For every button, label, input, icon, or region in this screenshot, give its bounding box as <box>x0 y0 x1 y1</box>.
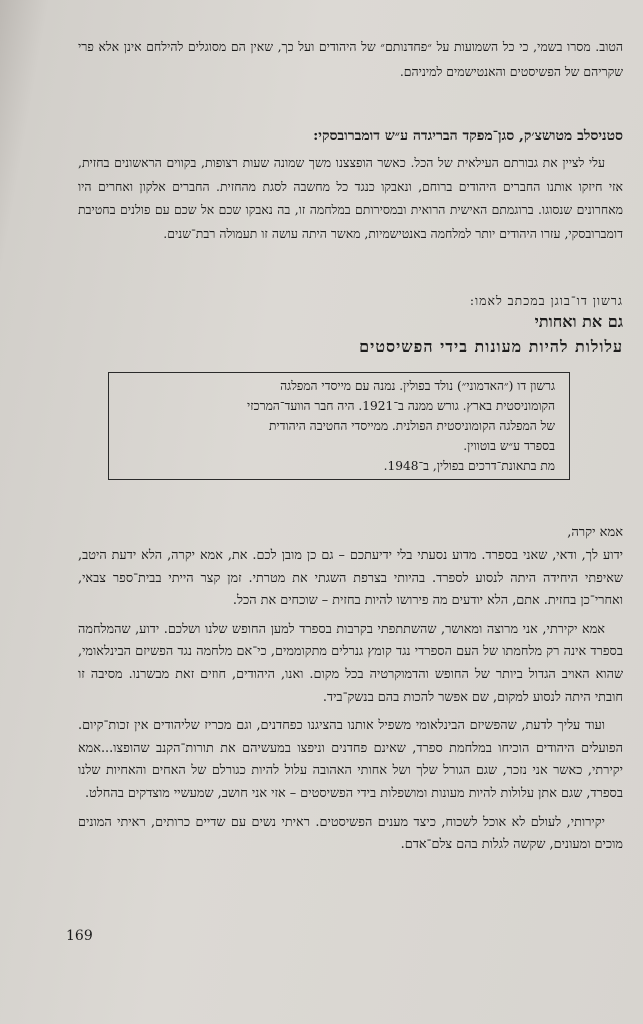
letter-paragraph: ידוע לך, ודאי, שאני בספרד. מדוע נסעתי בלי ידיעתכם – גם כן מובן לכם. את, אמא יקרה, הלא ידעת היטב, שאיפתי היחידה היתה לנסוע לספרד. בהיותי בצרפת השגתי את מטרתי. זמן קצר הייתי בבית־ספר צבאי, ואחרי־כן בחזית. אתם, הלא יודעים מה פירושו להיות בחזית – שוכחים את הכל. <box>78 548 623 609</box>
letter-intro: גרשון דו־בוגן במכתב לאמו: <box>469 293 623 308</box>
letter-paragraph: אמא יקירתי, אני מרוצה ומאושר, שהשתתפתי בקרבות בספרד למען החופש שלנו ושלכם. ידוע, שהמלחמה בספרד אינה רק מלחמתו של העם הספרדי נגד קומץ גנרלים מתקוממים, כי־אם מלחמה נגד הפשיזם הבינלאומי, שהוא האויב הגדול ביותר של החופש והדמוקרטיה בכל מקום. ואנו, היהודים, חוזים זאת מבשרנו. מסיבה זו חובתי היתה לנסוע למקום, שם אפשר להכות בהם בנשק־ביד. <box>78 621 623 705</box>
letter-body <box>78 545 623 863</box>
bio-line: בספרד ע״ש בוטווין. <box>463 439 555 453</box>
letter-paragraph: יקירותי, לעולם לא אוכל לשכוח, כיצד מענים הפשיסטים. ראיתי נשים עם שדיים כרותים, ראיתי המונים מוכים ומעונים, שקשה לגלות בהם צלם־אדם. <box>78 814 623 853</box>
bio-line: הקומוניסטית בארץ. גורש ממנה ב־1921. היה חבר הוועד־המרכזי <box>247 399 555 413</box>
page-number: 169 <box>66 928 93 944</box>
letter-paragraph: ועוד עליך לדעת, שהפשיזם הבינלאומי משפיל אותנו בהציגנו כפחדנים, וגם מכריז שליהודים אין זכות־קיום. הפועלים היהודים הוכיחו במלחמת ספרד, שאינם פחדנים וניפצו במעשיהם את תורות־הקנב שהופצו...אמא יקירתי, כאשר אני נזכר, שגם הגורל שלך ושל אחותי האהובה עלול להיות כגורלם של האחים והאחיות שלנו בספרד, שגם אתן עלולות להיות מעונות ומושפלות בידי הפשיסטים – אזי אני חושב, שמעשיי מוצדקים בהחלט. <box>78 718 623 801</box>
biography-box <box>108 372 570 480</box>
speech-paragraph: עלי לציין את גבורתם העילאית של הכל. כאשר הופצצנו משך שמונה שעות רצופות, בקווים הראשונים בחזית, אזי חיזקו אותנו החברים היהודים ברוחם, ונאבקו כנגד כל מחשבה לסגת מהחזית. החברים אלקון ואחרים היו מאחרונים שנסוגו. ברוגמתם האישית הרואית ובמסירותם במלחמה זו, בה נאבקו שכם אל שכם עם פולנים בחטיבת דומברובסקי, עזרו היהודים יותר למלחמה באנטישמיות, מאשר היתה עושה זו תעמולה רבת־שנים. <box>78 155 623 241</box>
letter-title-main: גם את ואחותי <box>534 312 623 331</box>
bio-line: של המפלגה הקומוניסטית הפולנית. ממייסדי החטיבה היהודית <box>268 419 555 433</box>
bio-line: מת בתאונת־דרכים בפולין, ב־1948. <box>383 459 555 473</box>
bio-line: גרשון דו (״האדמוני״) נולד בפולין. נמנה עם מייסדי המפלגה <box>280 379 555 393</box>
letter-title-sub: עלולות להיות מעונות בידי הפשיסטים <box>359 337 623 356</box>
letter-salutation: אמא יקרה, <box>567 525 623 540</box>
opening-paragraph: הטוב. מסרו בשמי, כי כל השמועות על ״פחדנותם״ של היהודים ועל כך, שאין הם מסוגלים להילחם אינן אלא פרי שקריהם של הפשיסטים והאנטישמים למיניהם. <box>78 39 623 79</box>
speaker-heading: סטניסלב מטושצ׳ק, סגן־מפקד הבריגדה ע״ש דומברובסקי: <box>313 128 623 144</box>
